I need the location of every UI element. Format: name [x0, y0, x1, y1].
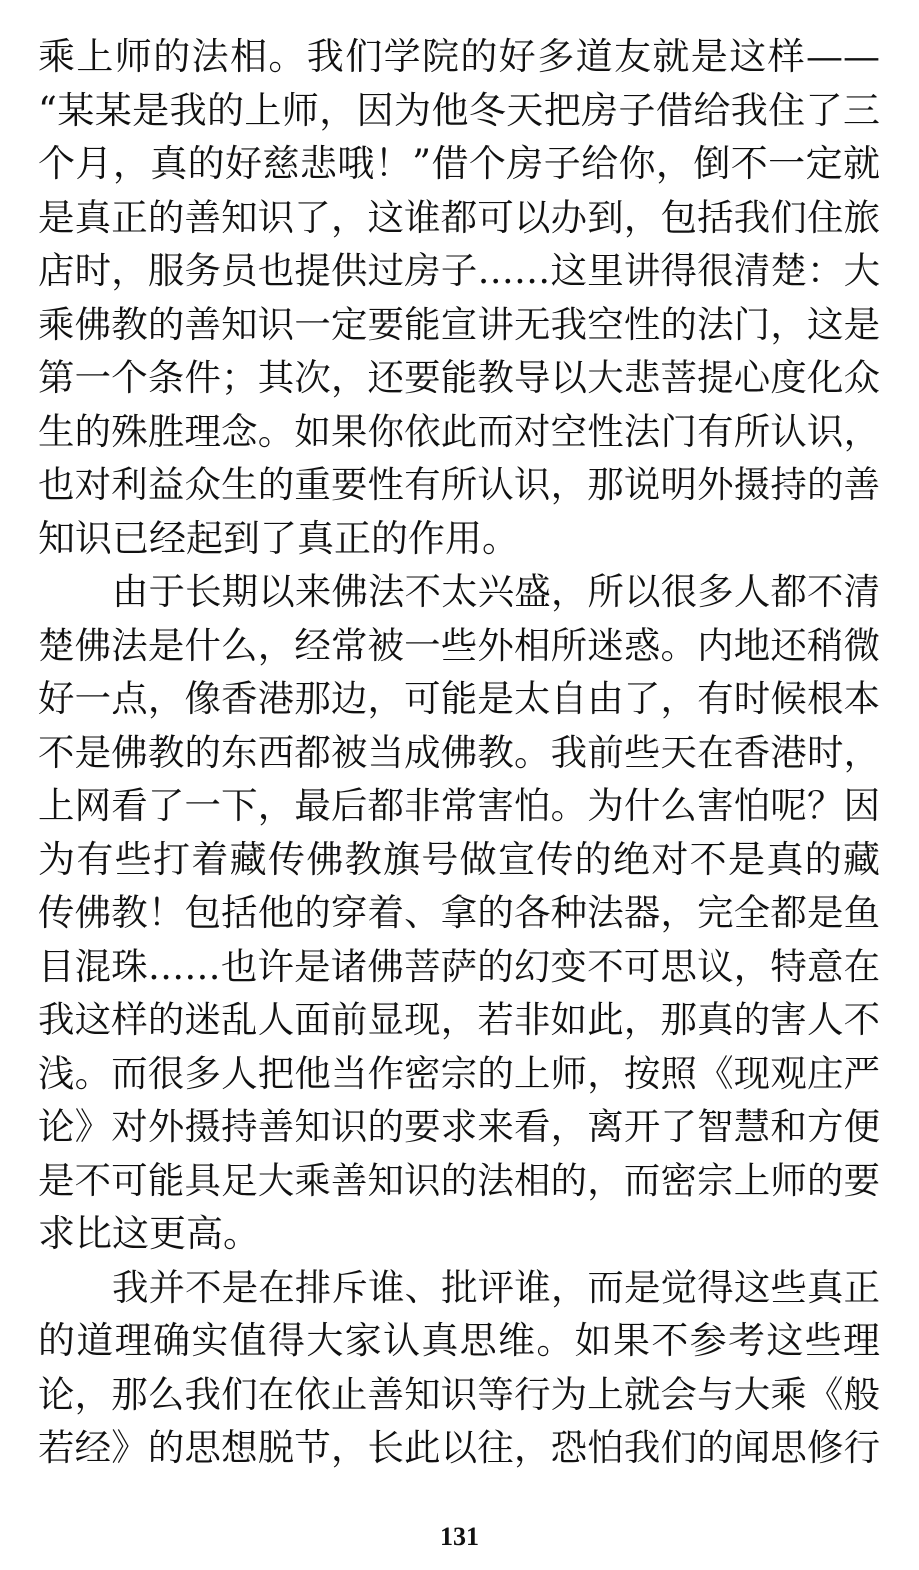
text-line: 我这样的迷乱人面前显现，若非如此，那真的害人不 — [38, 998, 880, 1041]
text-line: 浅。而很多人把他当作密宗的上师，按照《现观庄严 — [38, 1051, 880, 1095]
text-line: 知识已经起到了真正的作用。 — [38, 516, 519, 560]
paragraph-2 — [38, 565, 880, 1261]
text-line: 我并不是在排斥谁、批评谁，而是觉得这些真正 — [112, 1265, 880, 1309]
text-line: 论，那么我们在依止善知识等行为上就会与大乘《般 — [38, 1372, 880, 1416]
text-line: 乘佛教的善知识一定要能宣讲无我空性的法门，这是 — [38, 302, 880, 346]
text-line: 生的殊胜理念。如果你依此而对空性法门有所认识， — [38, 409, 880, 453]
text-line: 是不可能具足大乘善知识的法相的，而密宗上师的要 — [38, 1158, 880, 1202]
text-line: 传佛教！包括他的穿着、拿的各种法器，完全都是鱼 — [38, 891, 880, 934]
body-text — [38, 30, 880, 1475]
text-line: 乘上师的法相。我们学院的好多道友就是这样—— — [38, 35, 880, 78]
paragraph-1 — [38, 30, 880, 565]
text-line: 个月，真的好慈悲哦！”借个房子给你，倒不一定就 — [38, 142, 880, 185]
text-line: 是真正的善知识了，这谁都可以办到，包括我们住旅 — [38, 195, 880, 239]
text-line: 店时，服务员也提供过房子……这里讲得很清楚：大 — [38, 249, 880, 292]
text-line: 由于长期以来佛法不太兴盛，所以很多人都不清 — [112, 570, 880, 613]
text-line: 也对利益众生的重要性有所认识，那说明外摄持的善 — [38, 463, 880, 506]
text-line: 上网看了一下，最后都非常害怕。为什么害怕呢？因 — [38, 784, 880, 827]
paragraph-3 — [38, 1261, 880, 1475]
text-line: 论》对外摄持善知识的要求来看，离开了智慧和方便 — [38, 1105, 880, 1148]
text-line: 求比这更高。 — [38, 1212, 260, 1255]
text-line: 若经》的思想脱节，长此以往，恐怕我们的闻思修行 — [38, 1426, 880, 1469]
text-line: 第一个条件；其次，还要能教导以大悲菩提心度化众 — [38, 356, 880, 399]
text-line: 不是佛教的东西都被当成佛教。我前些天在香港时， — [38, 730, 880, 774]
text-line: 楚佛法是什么，经常被一些外相所迷惑。内地还稍微 — [38, 623, 880, 667]
text-line: “某某是我的上师，因为他冬天把房子借给我住了三 — [38, 88, 880, 132]
text-line: 的道理确实值得大家认真思维。如果不参考这些理 — [38, 1319, 880, 1362]
page-number: 131 — [440, 1522, 479, 1551]
text-line: 好一点，像香港那边，可能是太自由了，有时候根本 — [38, 677, 880, 720]
text-line: 目混珠……也许是诸佛菩萨的幻变不可思议，特意在 — [38, 944, 880, 988]
text-line: 为有些打着藏传佛教旗号做宣传的绝对不是真的藏 — [38, 837, 880, 881]
